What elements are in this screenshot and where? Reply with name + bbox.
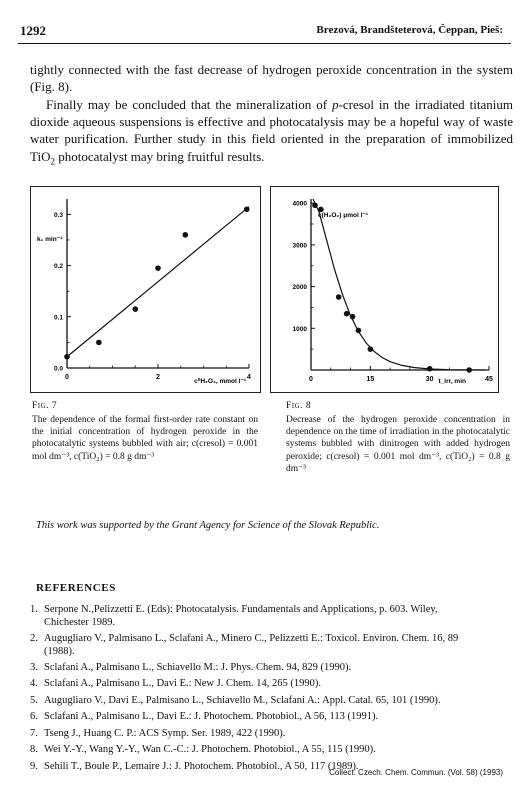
- reference-text: Sclafani A., Palmisano L., Davi E.: J. Photochem. Photobiol., A 56, 113 (1991).: [44, 711, 379, 722]
- data-point: [466, 367, 472, 373]
- reference-text: Sehili T., Boule P., Lemaire J.: J. Photochem. Photobiol., A 50, 117 (1989).: [44, 761, 359, 772]
- data-point: [244, 206, 250, 212]
- reference-text: Augugliaro V., Davi E., Palmisano L., Schiavello M., Sclafani A.: Appl. Catal. 65, 101 (1990).: [44, 695, 441, 706]
- reference-number: 7.: [30, 728, 38, 739]
- references-heading: REFERENCES: [36, 582, 116, 594]
- y-tick-label: 0.3: [53, 211, 63, 219]
- para2-d: photocatalyst may bring fruitful results.: [54, 148, 265, 164]
- data-point: [183, 232, 189, 238]
- para2-italic-p: p: [332, 97, 339, 112]
- acknowledgement: This work was supported by the Grant Agency for Science of the Slovak Republic.: [36, 520, 380, 531]
- data-point: [336, 294, 342, 300]
- reference-item: [30, 727, 510, 740]
- reference-number: 5.: [30, 695, 38, 706]
- page-number: 1292: [20, 23, 46, 38]
- x-tick-label: 0: [309, 376, 313, 383]
- reference-text: Sclafani A., Palmisano L., Schiavello M.: J. Phys. Chem. 94, 829 (1990).: [44, 662, 352, 673]
- reference-number: 9.: [30, 761, 38, 772]
- figure-8-caption: Decrease of the hydrogen peroxide concentration in dependence on the time of irradiation in the photocatalytic systems bubbled with dinitrogen with added hydrogen peroxide; c(cresol) = 0.001 mol dm⁻³, c(TiO₂) = 0.8 g dm⁻³: [286, 415, 510, 474]
- reference-number: 4.: [30, 678, 38, 689]
- header-rule: [18, 43, 511, 44]
- reference-item: [30, 710, 510, 723]
- y-tick-label: 0.2: [53, 263, 63, 271]
- reference-item: [30, 694, 510, 707]
- y-axis-label: c(H₂O₂) μmol l⁻¹: [318, 212, 369, 219]
- reference-text: Sclafani A., Palmisano L., Davi E.: New J. Chem. 14, 265 (1990).: [44, 678, 322, 689]
- y-tick-label: 2000: [292, 284, 307, 292]
- reference-text: Serpone N.,Pelizzetti E. (Eds): Photocatalysis. Fundamentals and Applications, p. 603. Wiley,: [44, 604, 438, 615]
- y-tick-label: 0.0: [53, 365, 63, 373]
- x-tick-label: 15: [366, 376, 375, 383]
- x-tick-label: 0: [65, 374, 69, 381]
- y-axis-label: k₁ min⁻¹: [37, 236, 63, 243]
- x-axis-label: c⁰H₂O₂, mmol l⁻¹: [194, 378, 246, 385]
- para2-sub: 2: [50, 156, 55, 167]
- reference-item: [30, 603, 510, 629]
- paragraph-2: [30, 96, 513, 170]
- data-point: [356, 328, 362, 334]
- reference-number: 1.: [30, 604, 38, 615]
- data-point: [132, 306, 138, 312]
- figure-7-box: [30, 186, 261, 393]
- data-point: [155, 265, 161, 271]
- reference-item: [30, 661, 510, 674]
- data-point: [96, 340, 102, 346]
- para2-a: Finally may be concluded that the mineralization of: [46, 97, 333, 112]
- y-tick-label: 0.1: [53, 314, 63, 322]
- reference-continuation: Chichester 1989.: [44, 617, 116, 629]
- y-tick-label: 3000: [292, 242, 307, 250]
- y-tick-label: 4000: [292, 200, 307, 208]
- x-tick-label: 2: [156, 374, 160, 381]
- data-point: [427, 366, 433, 372]
- reference-text: Wei Y.-Y., Wang Y.-Y., Wan C.-C.: J. Photochem. Photobiol., A 55, 115 (1990).: [44, 744, 376, 755]
- reference-item: [30, 743, 510, 756]
- x-axis-label: t_irr, min: [438, 378, 466, 385]
- reference-text: Augugliaro V., Palmisano L., Sclafani A., Minero C., Pelizzetti E.: Toxicol. Environ. Chem. 16, 89: [44, 633, 459, 644]
- x-tick-label: 45: [485, 376, 493, 383]
- figure-8-label: Fig. 8: [286, 401, 312, 411]
- reference-number: 8.: [30, 744, 38, 755]
- y-tick-label: 1000: [292, 325, 307, 333]
- data-point: [318, 207, 324, 213]
- data-point: [64, 354, 70, 360]
- data-point: [312, 202, 318, 208]
- reference-item: [30, 677, 510, 690]
- fit-line: [67, 207, 249, 357]
- reference-number: 6.: [30, 711, 38, 722]
- figure-8-box: [270, 186, 499, 393]
- reference-continuation: (1988).: [44, 646, 75, 658]
- figure-8-chart: [271, 187, 498, 392]
- reference-item: [30, 632, 510, 658]
- reference-text: Tseng J., Huang C. P.: ACS Symp. Ser. 1989, 422 (1990).: [44, 728, 286, 739]
- figure-7-caption: The dependence of the formal first-order rate constant on the initial concentration of hydrogen peroxide in the photocatalytic systems bubbled with air; c(cresol) = 0.001 mol dm⁻³, c(TiO₂) = 0.8 g dm⁻³: [32, 415, 258, 462]
- x-tick-label: 4: [247, 374, 251, 381]
- figure-7-chart: [31, 187, 260, 392]
- figure-7-label: Fig. 7: [32, 401, 58, 411]
- para2-c: -cresol in the irradiated titanium dioxide aqueous suspensions is effective and photocatalysis may be a hopeful way of waste water purification. Further study in this field oriented in the preparation of immobilized TiO: [30, 97, 513, 164]
- paragraph-1: tightly connected with the fast decrease of hydrogen peroxide concentration in the system (Fig. 8).: [30, 62, 513, 95]
- reference-number: 2.: [30, 633, 38, 644]
- data-point: [344, 311, 350, 317]
- data-point: [368, 346, 374, 352]
- reference-number: 3.: [30, 662, 38, 673]
- running-header-authors: Brezová, Brandšteterová, Čeppan, Pieš:: [316, 24, 503, 36]
- data-point: [350, 314, 356, 320]
- fit-curve: [313, 199, 485, 370]
- journal-footer: Collect. Czech. Chem. Commun. (Vol. 58) (1993): [329, 768, 503, 777]
- x-tick-label: 30: [425, 376, 434, 383]
